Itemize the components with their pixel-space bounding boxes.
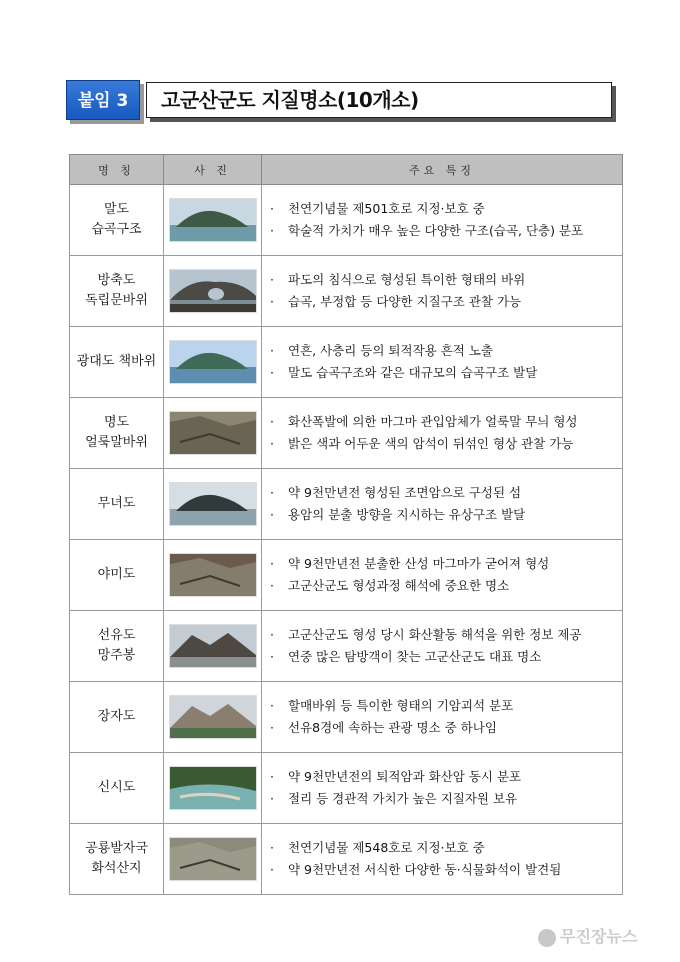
feature-text: 학술적 가치가 매우 높은 다양한 구조(습곡, 단층) 분포 [288, 223, 584, 238]
geosite-photo-cell [164, 256, 262, 327]
bullet-icon: · [270, 365, 274, 380]
geosite-photo-cell [164, 540, 262, 611]
feature-text: 천연기념물 제548호로 지정·보호 중 [288, 840, 485, 855]
geosite-name [70, 682, 164, 753]
feature-text: 고군산군도 형성과정 해석에 중요한 명소 [288, 578, 510, 593]
feature-item [270, 433, 621, 455]
geosite-name-line: 장자도 [97, 709, 136, 724]
feature-item [270, 504, 621, 526]
geosite-name-line: 방축도 [97, 273, 136, 288]
bullet-icon: · [270, 272, 274, 287]
geosite-name [70, 327, 164, 398]
geosite-photo [169, 624, 257, 668]
page-title: 고군산군도 지질명소(10개소) [146, 82, 612, 118]
bullet-icon: · [270, 201, 274, 216]
geosite-name [70, 824, 164, 895]
geosite-photo [169, 269, 257, 313]
geosite-name-line: 말도 [103, 202, 130, 217]
geosite-name [70, 753, 164, 824]
geosite-features [262, 824, 623, 895]
geosite-name [70, 540, 164, 611]
feature-text: 선유8경에 속하는 관광 명소 중 하나임 [288, 720, 497, 735]
geosite-photo [169, 553, 257, 597]
table-row [70, 540, 623, 611]
bullet-icon: · [270, 223, 274, 238]
table-row [70, 256, 623, 327]
watermark-icon [538, 929, 556, 947]
column-header-name: 명 칭 [70, 155, 164, 185]
feature-text: 약 9천만년전 서식한 다양한 동·식물화석이 발견됨 [288, 862, 562, 877]
table-row [70, 611, 623, 682]
feature-item [270, 291, 621, 313]
feature-item [270, 340, 621, 362]
feature-item [270, 482, 621, 504]
feature-text: 약 9천만년전 형성된 조면암으로 구성된 섬 [288, 485, 522, 500]
feature-item [270, 624, 621, 646]
table-row [70, 185, 623, 256]
bullet-icon: · [270, 862, 274, 877]
feature-item [270, 362, 621, 384]
appendix-tag: 붙임 3 [66, 80, 140, 120]
geosite-features [262, 327, 623, 398]
geosite-features [262, 469, 623, 540]
geosite-photo-cell [164, 824, 262, 895]
table-row [70, 682, 623, 753]
bullet-icon: · [270, 627, 274, 642]
geosite-name [70, 611, 164, 682]
feature-item [270, 646, 621, 668]
bullet-icon: · [270, 294, 274, 309]
geosite-photo-cell [164, 327, 262, 398]
geosite-name-line: 독립문바위 [85, 293, 148, 308]
geosite-name [70, 185, 164, 256]
geosite-name-line: 습곡구조 [91, 222, 142, 237]
feature-text: 절리 등 경관적 가치가 높은 지질자원 보유 [288, 791, 518, 806]
geosite-table [69, 154, 623, 895]
feature-text: 용암의 분출 방향을 지시하는 유상구조 발달 [288, 507, 526, 522]
feature-text: 파도의 침식으로 형성된 특이한 형태의 바위 [288, 272, 526, 287]
geosite-photo [169, 198, 257, 242]
geosite-name [70, 398, 164, 469]
bullet-icon: · [270, 485, 274, 500]
bullet-icon: · [270, 414, 274, 429]
geosite-photo [169, 482, 257, 526]
table-row [70, 469, 623, 540]
bullet-icon: · [270, 436, 274, 451]
bullet-icon: · [270, 720, 274, 735]
feature-item [270, 220, 621, 242]
geosite-features [262, 682, 623, 753]
feature-text: 연흔, 사층리 등의 퇴적작용 흔적 노출 [288, 343, 493, 358]
geosite-photo [169, 837, 257, 881]
geosite-features [262, 753, 623, 824]
geosite-name-line: 명도 [103, 415, 130, 430]
table-row [70, 753, 623, 824]
bullet-icon: · [270, 698, 274, 713]
feature-text: 약 9천만년전 분출한 산성 마그마가 굳어져 형성 [288, 556, 550, 571]
column-header-features: 주요 특징 [262, 155, 623, 185]
watermark-logo [538, 922, 666, 952]
table-row [70, 398, 623, 469]
table-row [70, 327, 623, 398]
geosite-name-line: 선유도 [97, 628, 136, 643]
feature-item [270, 788, 621, 810]
column-header-photo: 사 진 [164, 155, 262, 185]
table-header-row [70, 155, 623, 185]
feature-text: 습곡, 부정합 등 다양한 지질구조 관찰 가능 [288, 294, 522, 309]
feature-text: 화산폭발에 의한 마그마 관입암체가 얼룩말 무늬 형성 [288, 414, 578, 429]
geosite-name [70, 256, 164, 327]
geosite-photo-cell [164, 398, 262, 469]
geosite-photo-cell [164, 469, 262, 540]
geosite-name-line: 얼룩말바위 [85, 435, 148, 450]
table-row [70, 824, 623, 895]
bullet-icon: · [270, 840, 274, 855]
feature-item [270, 575, 621, 597]
feature-text: 고군산군도 형성 당시 화산활동 해석을 위한 정보 제공 [288, 627, 582, 642]
geosite-name [70, 469, 164, 540]
feature-item [270, 717, 621, 739]
geosite-name-line: 무녀도 [97, 496, 136, 511]
geosite-photo-cell [164, 753, 262, 824]
feature-text: 약 9천만년전의 퇴적암과 화산암 동시 분포 [288, 769, 522, 784]
feature-item [270, 411, 621, 433]
geosite-photo-cell [164, 185, 262, 256]
feature-text: 천연기념물 제501호로 지정·보호 중 [288, 201, 485, 216]
geosite-features [262, 398, 623, 469]
geosite-features [262, 256, 623, 327]
geosite-photo [169, 411, 257, 455]
bullet-icon: · [270, 578, 274, 593]
geosite-photo [169, 695, 257, 739]
geosite-photo-cell [164, 682, 262, 753]
feature-item [270, 695, 621, 717]
feature-item [270, 553, 621, 575]
bullet-icon: · [270, 343, 274, 358]
feature-text: 밝은 색과 어두운 색의 암석이 뒤섞인 형상 관찰 가능 [288, 436, 574, 451]
geosite-name-line: 광대도 책바위 [76, 354, 157, 369]
feature-text: 말도 습곡구조와 같은 대규모의 습곡구조 발달 [288, 365, 538, 380]
geosite-name-line: 야미도 [97, 567, 136, 582]
feature-item [270, 198, 621, 220]
geosite-features [262, 540, 623, 611]
feature-text: 할매바위 등 특이한 형태의 기암괴석 분포 [288, 698, 514, 713]
geosite-name-line: 화석산지 [91, 861, 142, 876]
geosite-photo-cell [164, 611, 262, 682]
bullet-icon: · [270, 791, 274, 806]
geosite-photo [169, 766, 257, 810]
geosite-name-line: 신시도 [97, 780, 136, 795]
feature-item [270, 766, 621, 788]
watermark-text: 무진장뉴스 [560, 927, 638, 946]
geosite-features [262, 185, 623, 256]
bullet-icon: · [270, 556, 274, 571]
feature-item [270, 837, 621, 859]
bullet-icon: · [270, 649, 274, 664]
geosite-features [262, 611, 623, 682]
bullet-icon: · [270, 769, 274, 784]
geosite-name-line: 공룡발자국 [85, 841, 148, 856]
bullet-icon: · [270, 507, 274, 522]
geosite-name-line: 망주봉 [97, 648, 136, 663]
feature-item [270, 269, 621, 291]
feature-item [270, 859, 621, 881]
geosite-photo [169, 340, 257, 384]
feature-text: 연중 많은 탐방객이 찾는 고군산군도 대표 명소 [288, 649, 542, 664]
